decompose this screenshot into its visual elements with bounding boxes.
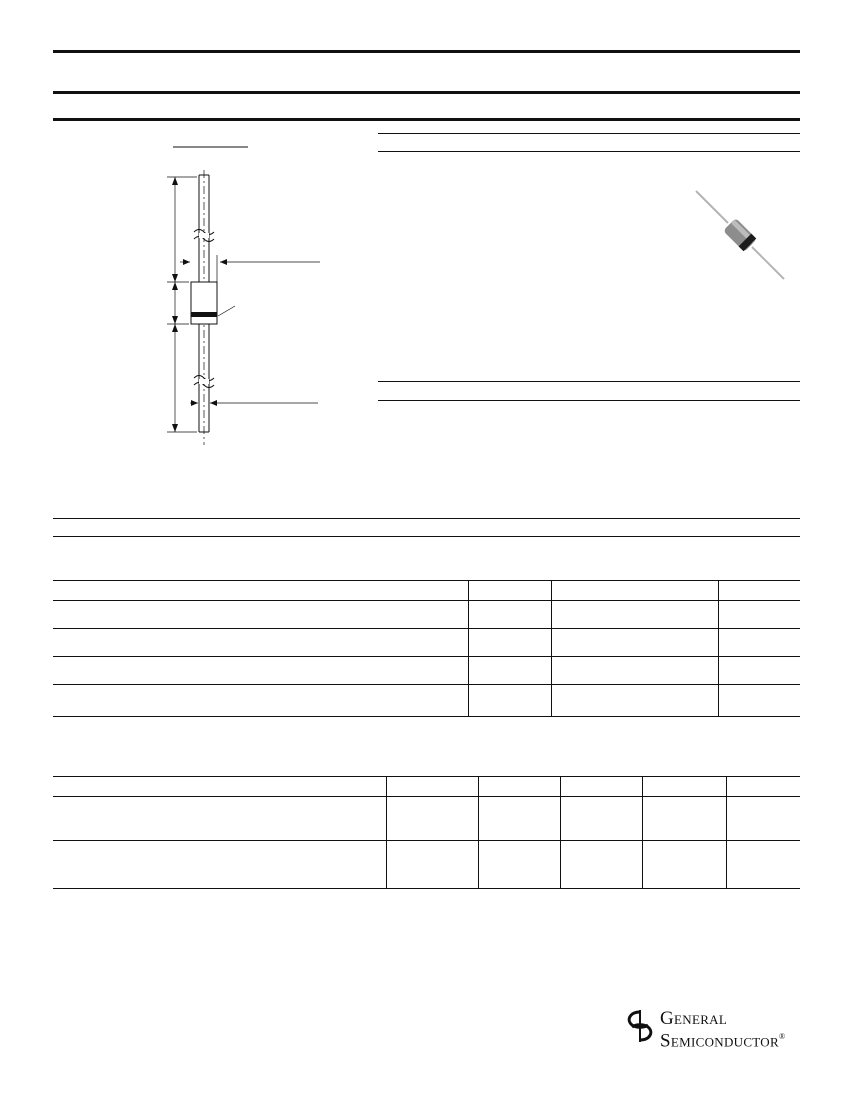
table-row-border xyxy=(53,600,800,601)
logo-line-general: General xyxy=(660,1008,728,1029)
table-column-divider xyxy=(726,776,727,888)
mechanical-bottom-rule xyxy=(378,400,800,401)
table-row-border xyxy=(53,716,800,717)
registered-mark: ® xyxy=(778,1032,786,1041)
table-row-border xyxy=(53,580,800,581)
features-top-rule xyxy=(378,133,800,134)
table-column-divider xyxy=(642,776,643,888)
table-row-border xyxy=(53,656,800,657)
table-row-border xyxy=(53,684,800,685)
table-row-border xyxy=(53,628,800,629)
diode-component-photo xyxy=(690,185,790,285)
table-row-border xyxy=(53,888,800,889)
logo-line-semiconductor: Semiconductor xyxy=(660,1030,779,1052)
table-column-divider xyxy=(718,580,719,716)
table-row-border xyxy=(53,840,800,841)
table-column-divider xyxy=(551,580,552,716)
header-top-rule xyxy=(53,50,800,53)
company-logo-text xyxy=(660,1010,785,1050)
table-column-divider xyxy=(386,776,387,888)
table-column-divider xyxy=(560,776,561,888)
header-bottom-rule xyxy=(53,118,800,121)
gs-interlocked-logo-icon xyxy=(622,1008,658,1044)
ratings-section-top-rule xyxy=(53,518,800,519)
diode-package-outline-drawing xyxy=(150,140,330,450)
table-column-divider xyxy=(478,776,479,888)
header-middle-rule xyxy=(53,91,800,94)
table-row-border xyxy=(53,776,800,777)
ratings-section-bottom-rule xyxy=(53,536,800,537)
table-column-divider xyxy=(468,580,469,716)
table-row-border xyxy=(53,796,800,797)
features-bottom-rule xyxy=(378,151,800,152)
mechanical-top-rule xyxy=(378,381,800,382)
